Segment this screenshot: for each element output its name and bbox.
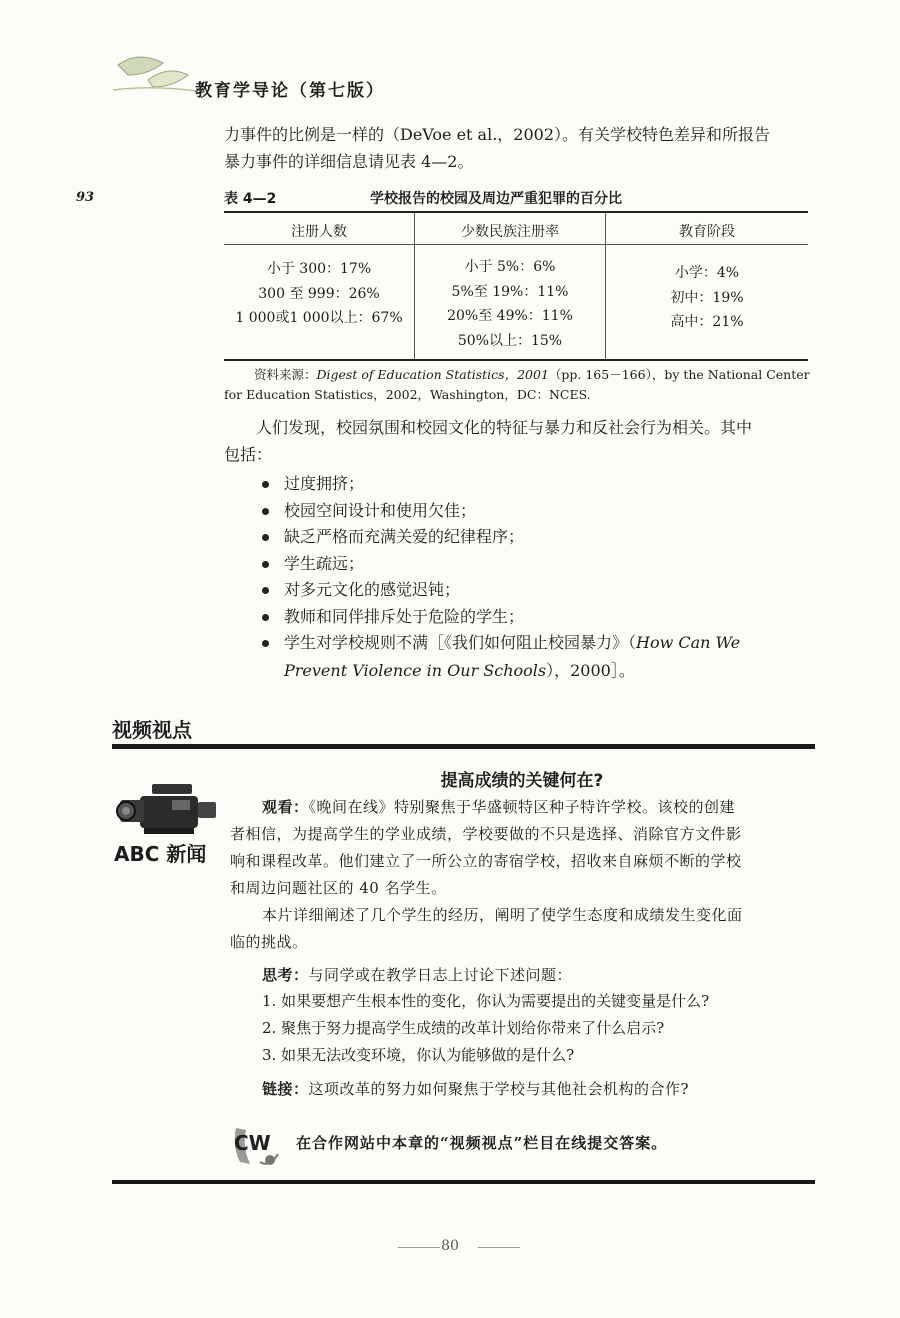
watch-label: 观看：: [262, 798, 309, 816]
section-rule: [112, 744, 815, 749]
table-label: 表 4—2: [224, 191, 277, 207]
bullet-icon: [262, 508, 269, 515]
list-item: 1. 如果要想产生根本性的变化，你认为需要提出的关键变量是什么?: [262, 992, 710, 1010]
source-title: Digest of Education Statistics，2001: [316, 367, 549, 382]
running-header: 教育学导论（第七版）: [195, 81, 385, 101]
section-bottom-rule: [112, 1180, 815, 1184]
detail-paragraph: 本片详细阐述了几个学生的经历，阐明了使学生态度和成绩发生变化面 临的挑战。: [230, 906, 743, 951]
table-cell: 50%以上：15%: [457, 332, 563, 349]
companion-website-icon: [230, 1124, 282, 1168]
table-cell: 5%至 19%：11%: [451, 283, 569, 300]
source-prefix: 资料来源：: [254, 367, 317, 382]
bullet-icon: [262, 534, 269, 541]
source-rest: （pp. 165－166），by the National Center: [548, 367, 810, 382]
table-cell: 20%至 49%：11%: [447, 308, 573, 324]
watch-paragraph: 观看：《晚间在线》特别聚焦于华盛顿特区种子特许学校。该校的创建 者相信，为提高学生的学业成绩，学校要做的不只是选择、消除官方文件影 响和课程改革。他们建立了一所公立的寄宿学校，招收来自麻烦不断的学校 和周边问题社区的 40 名学生。: [230, 798, 742, 897]
table-cell: 小于 5%：6%: [464, 259, 556, 275]
table-column-minority: [415, 213, 605, 359]
intro-line-1: 力事件的比例是一样的（DeVoe et al.，2002）。有关学校特色差异和所报告: [224, 125, 771, 144]
table-cell: 小学：4%: [674, 265, 740, 281]
source-line-2: for Education Statistics，2002，Washington，DC：NCES.: [224, 387, 591, 402]
bullet-icon: [262, 587, 269, 594]
table-column-stage: [606, 213, 808, 359]
video-camera-icon: [112, 778, 222, 840]
list-item: 教师和同伴排斥处于危险的学生；: [262, 604, 818, 631]
table-header: 注册人数: [291, 224, 347, 240]
page-number: 80: [441, 1238, 459, 1254]
intro-line-2: 暴力事件的详细信息请见表 4—2。: [224, 152, 474, 171]
crime-table: [224, 211, 808, 361]
leaf-decoration-icon: [108, 45, 198, 95]
list-item: 学生疏远；: [262, 551, 818, 578]
list-item-continuation: Prevent Violence in Our Schools），2000］。: [284, 660, 635, 680]
companion-website-text: 在合作网站中本章的“视频视点”栏目在线提交答案。: [296, 1134, 668, 1152]
bullet-icon: [262, 614, 269, 621]
table-header: 教育阶段: [679, 224, 735, 240]
table-cell: 高中：21%: [670, 314, 744, 330]
table-cell: 1 000或1 000以上：67%: [235, 310, 403, 326]
think-label: 思考：: [262, 966, 309, 984]
cw-label: CW: [234, 1131, 271, 1155]
table-column-enrollment: [224, 213, 414, 359]
intro-paragraph: [224, 121, 812, 175]
abc-news-logo: ABC 新闻: [114, 842, 207, 866]
list-item: 校园空间设计和使用欠佳；: [262, 498, 818, 525]
think-paragraph: 思考：与同学或在教学日志上讨论下述问题：: [262, 966, 573, 984]
findings-line-2: 包括：: [224, 445, 273, 464]
question-list: [262, 988, 812, 1069]
bullet-icon: [262, 640, 269, 647]
factor-list: [262, 471, 818, 684]
table-source: [224, 365, 812, 405]
findings-paragraph: [224, 414, 812, 468]
section-title: 视频视点: [112, 718, 192, 742]
table-cell: 初中：19%: [670, 289, 744, 306]
list-item: 学生对学校规则不满［《我们如何阻止校园暴力》（How Can We: [262, 630, 818, 657]
list-item: 3. 如果无法改变环境，你认为能够做的是什么?: [262, 1046, 575, 1064]
link-label: 链接：: [262, 1080, 309, 1098]
video-heading: 提高成绩的关键何在?: [440, 771, 604, 791]
findings-line-1: 人们发现，校园氛围和校园文化的特征与暴力和反社会行为相关。其中: [256, 418, 753, 437]
list-item: 缺乏严格而充满关爱的纪律程序；: [262, 524, 818, 551]
margin-page-number: 93: [76, 190, 95, 205]
table-title: 学校报告的校园及周边严重犯罪的百分比: [370, 191, 622, 207]
table-header: 少数民族注册率: [461, 224, 559, 240]
list-item: 过度拥挤；: [262, 471, 818, 498]
table-cell: 小于 300：17%: [266, 261, 372, 277]
list-item: 对多元文化的感觉迟钝；: [262, 577, 818, 604]
table-cell: 300 至 999：26%: [258, 285, 380, 302]
page-number-ornament: [478, 1247, 520, 1248]
bullet-icon: [262, 481, 269, 488]
list-item: 2. 聚焦于努力提高学生成绩的改革计划给你带来了什么启示?: [262, 1019, 665, 1037]
link-paragraph: 链接：这项改革的努力如何聚焦于学校与其他社会机构的合作?: [262, 1080, 690, 1098]
bullet-icon: [262, 561, 269, 568]
